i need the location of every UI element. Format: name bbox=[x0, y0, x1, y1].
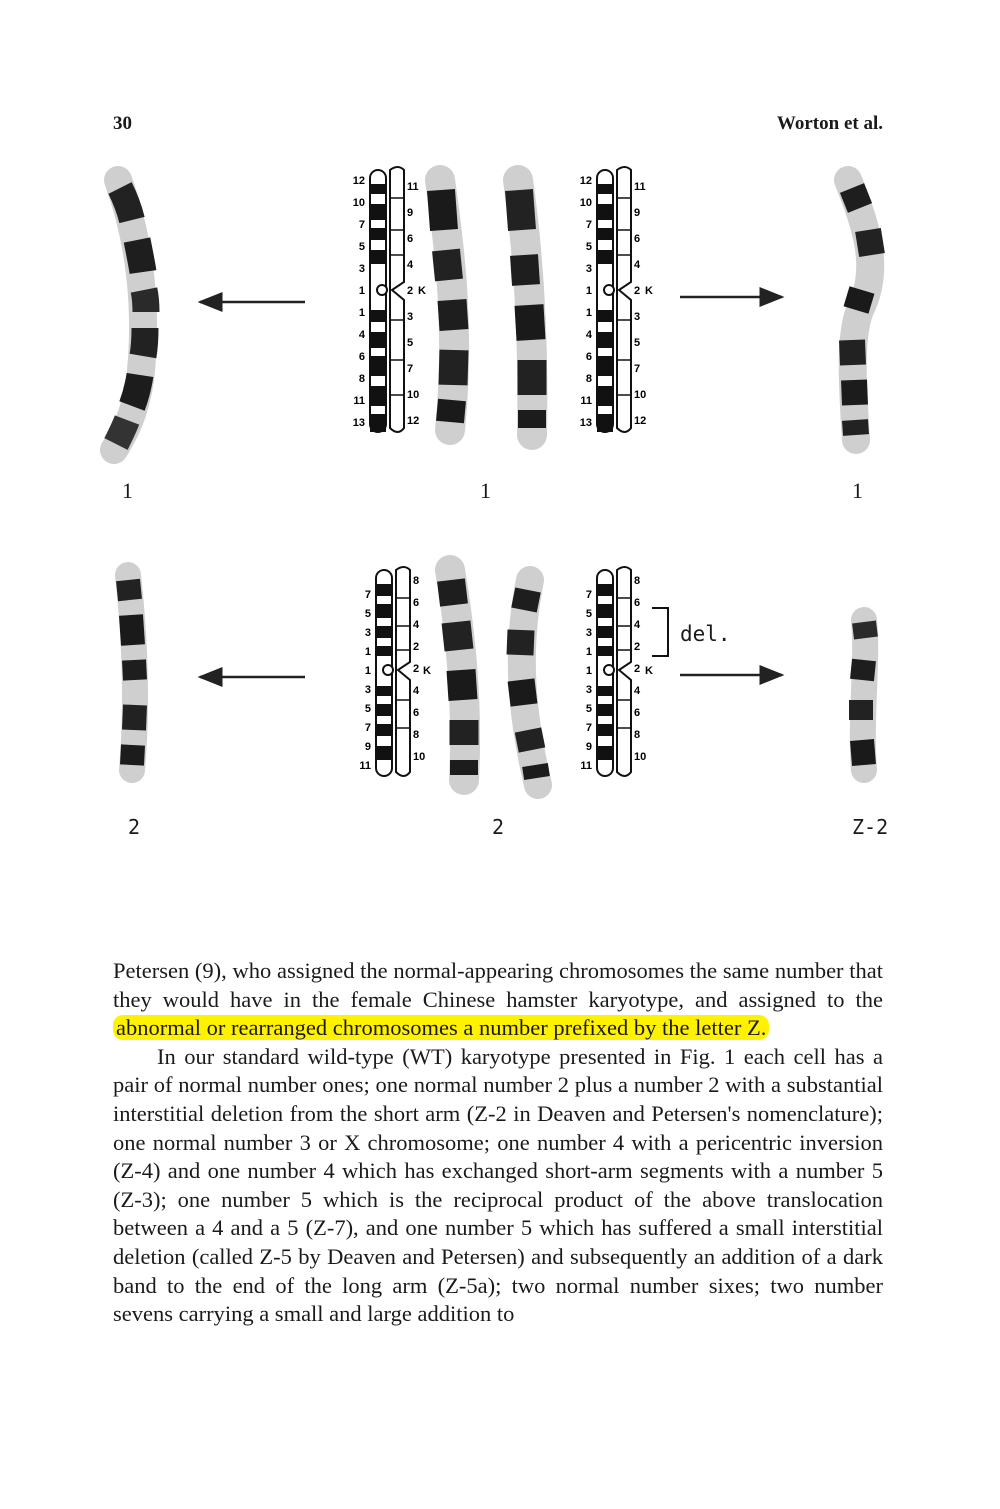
centromere-k-label: K bbox=[645, 285, 653, 297]
chromosome-figure-svg bbox=[100, 160, 900, 860]
band-number-label: 4 bbox=[634, 619, 641, 631]
band-number-label: 2 bbox=[407, 285, 414, 297]
band-number-label: 5 bbox=[585, 241, 592, 253]
chromosome-1-center-b bbox=[518, 180, 532, 435]
band-number-label: 6 bbox=[585, 351, 592, 363]
running-head: Worton et al. bbox=[776, 113, 883, 134]
band-number-label: 9 bbox=[407, 207, 414, 219]
band-number-label: 5 bbox=[585, 608, 592, 620]
band-number-label: 7 bbox=[585, 722, 592, 734]
ideogram-2-center-left bbox=[597, 570, 614, 776]
band-number-label: 12 bbox=[352, 175, 365, 187]
band-number-label: 5 bbox=[364, 703, 371, 715]
band-number-label: 2 bbox=[413, 663, 420, 675]
row2-label-center: 2 bbox=[492, 815, 505, 839]
band-number-label: 5 bbox=[407, 337, 414, 349]
band-number-label: 7 bbox=[364, 722, 371, 734]
band-number-label: 12 bbox=[634, 415, 647, 427]
band-number-label: 6 bbox=[634, 707, 641, 719]
band-number-label: 2 bbox=[634, 641, 641, 653]
band-number-label: 1 bbox=[585, 646, 592, 658]
row1-label-center: 1 bbox=[480, 478, 491, 503]
band-number-label: 10 bbox=[634, 751, 647, 763]
band-number-label: 6 bbox=[634, 233, 641, 245]
ideogram-1-center-right bbox=[617, 167, 631, 432]
band-number-label: 3 bbox=[358, 263, 365, 275]
karyotype-figure bbox=[100, 160, 900, 860]
band-number-label: 1 bbox=[358, 307, 365, 319]
band-number-label: 7 bbox=[585, 589, 592, 601]
band-number-label: 6 bbox=[413, 597, 420, 609]
band-number-label: 12 bbox=[407, 415, 420, 427]
band-number-label: 9 bbox=[634, 207, 641, 219]
chromosome-2-center-a bbox=[450, 570, 465, 780]
chromosome-1-right bbox=[848, 180, 872, 440]
paragraph-2: In our standard wild-type (WT) karyotype presented in Fig. 1 each cell has a pair of normal number ones; one normal number 2 plus a number 2 with a substantial interstitial deletion from the short arm (Z-2 in Deaven and Petersen's nomenclature); one normal number 3 or X chromosome; one number 4 with a pericentric inversion (Z-4) and one number 4 which has exchanged short-arm segments with a number 5 (Z-3); one number 5 which is the reciprocal product of the above translocation between a 4 and a 5 (Z-7), and one number 5 which has suffered a small interstitial deletion (called Z-5 by Deaven and Petersen) and subsequently an addition of a dark band to the end of the long arm (Z-5a); two normal number sixes; two number sevens carrying a small and large addition to bbox=[113, 1043, 883, 1327]
band-number-label: 11 bbox=[634, 181, 646, 193]
band-number-label: 5 bbox=[634, 337, 641, 349]
chromosome-2-center-b bbox=[520, 580, 538, 785]
band-number-label: 13 bbox=[352, 417, 365, 429]
band-number-label: 1 bbox=[585, 307, 592, 319]
band-number-label: 7 bbox=[585, 219, 592, 231]
row2-label-left: 2 bbox=[128, 815, 141, 839]
band-number-label: 10 bbox=[413, 751, 426, 763]
band-number-label: 8 bbox=[358, 373, 365, 385]
band-number-label: 3 bbox=[364, 684, 371, 696]
ideogram-2-center-right bbox=[617, 567, 631, 776]
band-number-label: 9 bbox=[585, 741, 592, 753]
band-number-label: 9 bbox=[364, 741, 371, 753]
ideogram-2-left bbox=[376, 570, 393, 776]
band-number-label: 11 bbox=[580, 395, 592, 407]
band-number-label: 11 bbox=[353, 395, 365, 407]
deletion-bracket bbox=[652, 608, 668, 656]
body-text bbox=[113, 957, 883, 1329]
band-number-label: 7 bbox=[407, 363, 414, 375]
deletion-label: del. bbox=[680, 622, 731, 646]
band-number-label: 1 bbox=[358, 285, 365, 297]
band-number-label: 8 bbox=[413, 729, 420, 741]
page-number: 30 bbox=[113, 113, 132, 134]
centromere-k-label: K bbox=[423, 665, 431, 677]
band-number-label: 8 bbox=[413, 575, 420, 587]
band-number-label: 2 bbox=[634, 285, 641, 297]
band-number-label: 8 bbox=[585, 373, 592, 385]
paragraph-1-text: Petersen (9), who assigned the normal-appearing chromosomes the same number that they would have in the female Chinese hamster karyotype, and assigned to the bbox=[113, 958, 883, 1012]
band-number-label: 6 bbox=[407, 233, 414, 245]
band-number-label: 1 bbox=[585, 285, 592, 297]
band-number-label: 3 bbox=[585, 684, 592, 696]
band-number-label: 1 bbox=[585, 665, 592, 677]
ideogram-2-right bbox=[396, 567, 410, 776]
band-number-label: 4 bbox=[407, 259, 414, 271]
band-number-label: 10 bbox=[352, 197, 365, 209]
band-number-label: 11 bbox=[407, 181, 419, 193]
highlighted-text: abnormal or rearranged chromosomes a number prefixed by the letter Z. bbox=[113, 1015, 769, 1040]
band-number-label: 2 bbox=[634, 663, 641, 675]
band-number-label: 10 bbox=[579, 197, 592, 209]
band-number-label: 4 bbox=[358, 329, 365, 341]
band-number-label: 8 bbox=[634, 729, 641, 741]
band-number-label: 5 bbox=[364, 608, 371, 620]
band-number-label: 4 bbox=[413, 619, 420, 631]
band-number-label: 4 bbox=[634, 685, 641, 697]
band-number-label: 10 bbox=[634, 389, 647, 401]
band-number-label: 7 bbox=[358, 219, 365, 231]
chromosome-1-left bbox=[114, 180, 146, 450]
row1-label-left: 1 bbox=[122, 478, 133, 503]
band-number-label: 7 bbox=[634, 363, 641, 375]
paragraph-1 bbox=[113, 957, 883, 1043]
band-number-label: 7 bbox=[364, 589, 371, 601]
band-number-label: 3 bbox=[407, 311, 414, 323]
band-number-label: 3 bbox=[364, 627, 371, 639]
band-number-label: 6 bbox=[634, 597, 641, 609]
band-number-label: 6 bbox=[358, 351, 365, 363]
ideogram-1-left bbox=[370, 170, 387, 432]
row2-label-right: Z-2 bbox=[852, 815, 889, 839]
band-number-label: 8 bbox=[634, 575, 641, 587]
band-number-label: 5 bbox=[585, 703, 592, 715]
band-number-label: 6 bbox=[413, 707, 420, 719]
band-number-label: 3 bbox=[585, 263, 592, 275]
band-number-label: 4 bbox=[413, 685, 420, 697]
chromosome-1-center-a bbox=[440, 180, 454, 430]
centromere-k-label: K bbox=[418, 285, 426, 297]
ideogram-1-center-left bbox=[597, 170, 614, 432]
band-number-label: 3 bbox=[634, 311, 641, 323]
band-number-label: 11 bbox=[359, 760, 371, 772]
chromosome-2-left bbox=[128, 575, 135, 770]
chromosome-z2 bbox=[861, 620, 866, 770]
band-number-label: 1 bbox=[364, 646, 371, 658]
band-number-label: 4 bbox=[634, 259, 641, 271]
band-number-label: 3 bbox=[585, 627, 592, 639]
band-number-label: 13 bbox=[579, 417, 592, 429]
band-number-label: 5 bbox=[358, 241, 365, 253]
band-number-label: 4 bbox=[585, 329, 592, 341]
band-number-label: 2 bbox=[413, 641, 420, 653]
band-number-label: 12 bbox=[579, 175, 592, 187]
centromere-k-label: K bbox=[645, 665, 653, 677]
ideogram-1-right bbox=[390, 167, 404, 432]
band-number-label: 10 bbox=[407, 389, 420, 401]
row1-label-right: 1 bbox=[852, 478, 863, 503]
band-number-label: 11 bbox=[580, 760, 592, 772]
band-number-label: 1 bbox=[364, 665, 371, 677]
